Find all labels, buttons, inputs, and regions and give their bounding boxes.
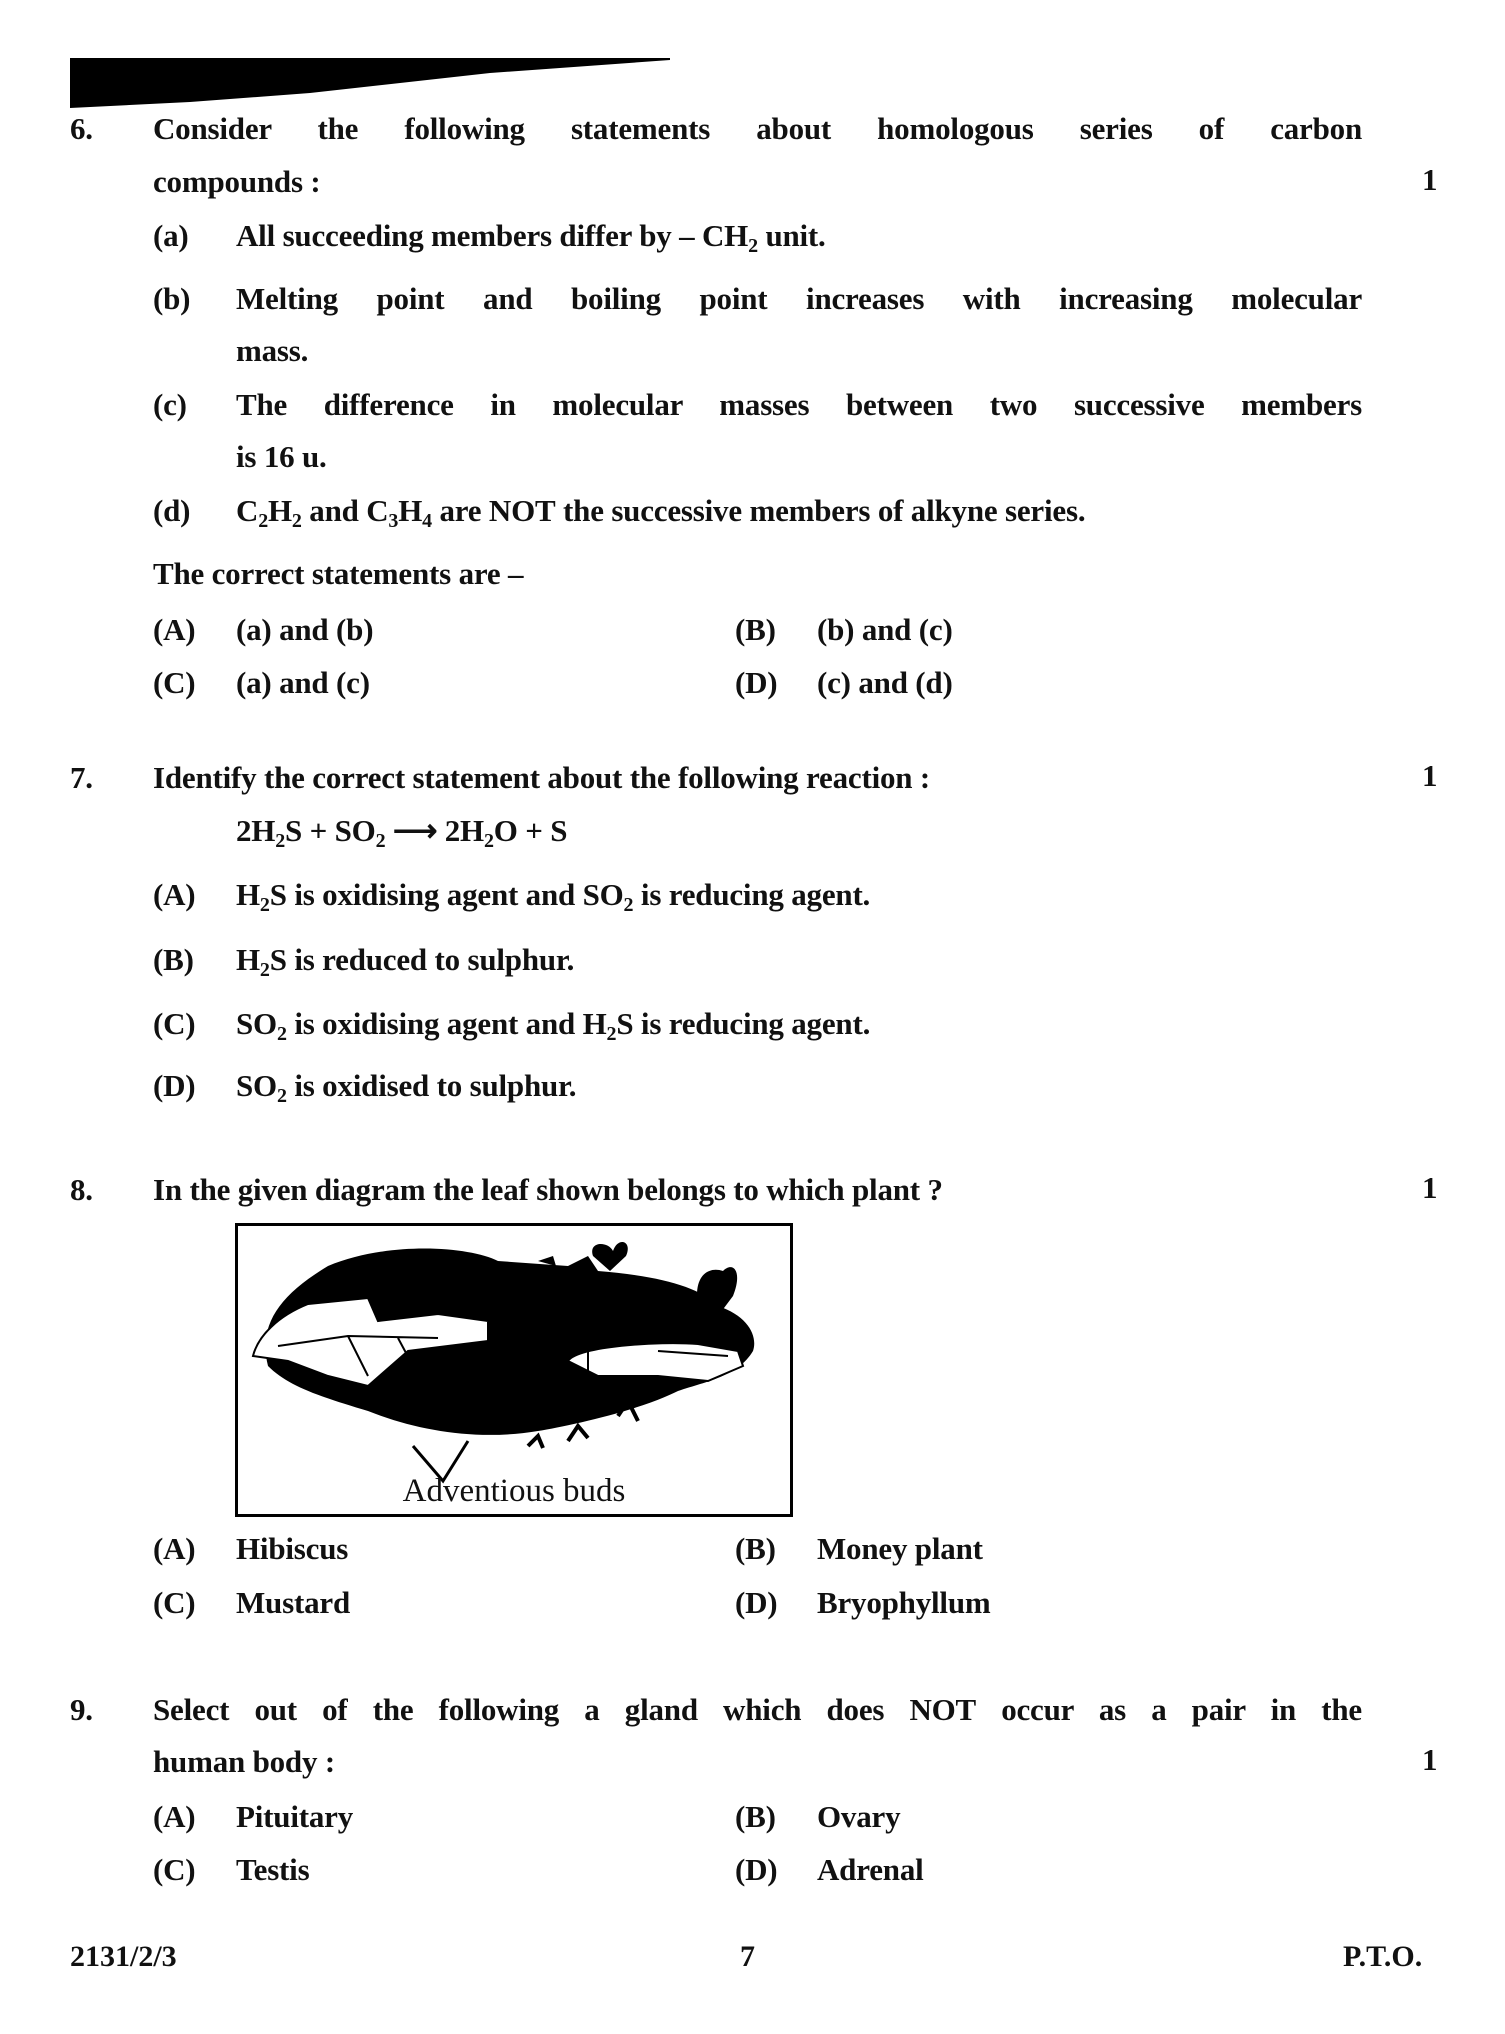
text-run: is oxidised to sulphur. (286, 1068, 577, 1103)
text-run: Pituitary (236, 1799, 354, 1834)
option-label: (C) (153, 1585, 196, 1620)
statement-label: (d) (153, 493, 191, 528)
option-label: (B) (735, 1799, 776, 1834)
text-run: (c) and (d) (817, 665, 953, 700)
option-label: (D) (153, 1068, 196, 1103)
text-run: SO (236, 1006, 277, 1041)
bryophyllum-leaf-icon (238, 1226, 790, 1514)
text-run: and C (301, 493, 389, 528)
subscript: 4 (422, 510, 432, 532)
option-text (236, 940, 574, 980)
question-text (153, 1742, 335, 1782)
text-run: H (236, 877, 260, 912)
subscript: 2 (259, 959, 270, 981)
page-number: 7 (740, 1940, 755, 1973)
option-text (817, 1529, 983, 1569)
question-text (153, 1690, 1362, 1730)
text-run: the successive members of alkyne series. (555, 493, 1086, 528)
question-text (153, 162, 320, 202)
text-run: All succeeding members differ by – CH (236, 218, 749, 253)
option-text (236, 875, 870, 915)
question-text (153, 758, 930, 798)
text-run: The difference in molecular masses between two successive members (236, 387, 1362, 422)
text-run: is oxidising agent and H (286, 1006, 607, 1041)
option-text (817, 663, 953, 703)
option-label: (D) (735, 1585, 778, 1620)
text-run: compounds : (153, 164, 321, 199)
emphasis-text: NOT (909, 1692, 977, 1727)
question-number: 7. (70, 760, 93, 795)
question-text (153, 1170, 943, 1210)
text-run: Adrenal (817, 1852, 924, 1887)
text-run: In the given diagram the leaf shown belongs to which plant ? (153, 1172, 943, 1207)
subscript: 3 (388, 510, 399, 532)
option-text (817, 1797, 900, 1837)
text-run: human body : (153, 1744, 335, 1779)
marks: 1 (1422, 1742, 1438, 1777)
option-label: (B) (735, 612, 776, 647)
statement-text (236, 491, 1085, 531)
question-number: 6. (70, 111, 93, 146)
text-run: are (431, 493, 489, 528)
option-text (236, 1529, 348, 1569)
text-run: SO (236, 1068, 277, 1103)
text-run: S + SO (285, 813, 376, 848)
option-label: (C) (153, 1852, 196, 1887)
statement-text (236, 385, 1362, 425)
text-run: unit. (757, 218, 826, 253)
option-label: (C) (153, 1006, 196, 1041)
emphasis-text: NOT (488, 493, 556, 528)
text-run: mass. (236, 333, 309, 368)
text-run: is reducing agent. (633, 877, 871, 912)
option-label: (C) (153, 665, 196, 700)
text-run: Testis (236, 1852, 310, 1887)
text-run: Ovary (817, 1799, 901, 1834)
text-run: Mustard (236, 1585, 350, 1620)
option-text (236, 1066, 576, 1106)
text-run: is 16 u. (236, 439, 327, 474)
subscript: 2 (375, 830, 386, 852)
figure-caption: Adventious buds (402, 1473, 626, 1509)
subscript: 2 (748, 235, 758, 257)
option-text (817, 1583, 991, 1623)
redaction-bar (70, 58, 670, 108)
marks: 1 (1422, 162, 1438, 197)
leaf-diagram (235, 1223, 793, 1517)
text-run: Select out of the following a gland which does (153, 1692, 910, 1727)
text-run: ⟶ 2H (385, 813, 484, 848)
subscript: 2 (291, 510, 302, 532)
option-label: (A) (153, 877, 196, 912)
subscript: 2 (258, 510, 268, 532)
statement-text (236, 331, 308, 371)
question-number: 9. (70, 1692, 93, 1727)
option-label: (D) (735, 665, 778, 700)
option-text (236, 663, 370, 703)
text-run: 2H (236, 813, 276, 848)
text-run: O + S (493, 813, 568, 848)
option-label: (D) (735, 1852, 778, 1887)
option-text (817, 610, 953, 650)
subscript: 2 (275, 830, 286, 852)
statement-text (236, 216, 826, 256)
option-label: (A) (153, 1799, 196, 1834)
subscript: 2 (606, 1023, 617, 1045)
text-run: (a) and (c) (236, 665, 370, 700)
option-text (236, 610, 373, 650)
text-run: Hibiscus (236, 1531, 349, 1566)
text-run: Consider the following statements about homologous series of carbon (153, 111, 1362, 146)
subscript: 2 (276, 1023, 287, 1045)
text-run: H (268, 493, 292, 528)
text-run: S is reducing agent. (616, 1006, 871, 1041)
text-run: S is reduced to sulphur. (269, 942, 575, 977)
option-text (236, 1850, 309, 1890)
option-text (817, 1850, 924, 1890)
subscript: 2 (276, 1085, 287, 1107)
statement-label: (a) (153, 218, 189, 253)
option-text (236, 1797, 353, 1837)
text-run: Bryophyllum (817, 1585, 991, 1620)
text-run: S is oxidising agent and SO (269, 877, 624, 912)
text-run: occur as a pair in the (976, 1692, 1362, 1727)
statement-text (236, 437, 327, 477)
option-label: (A) (153, 1531, 196, 1566)
question-text (153, 109, 1362, 149)
text-run: Melting point and boiling point increases with increasing molecular (236, 281, 1362, 316)
option-label: (A) (153, 612, 196, 647)
subscript: 2 (623, 894, 634, 916)
text-run: (a) and (b) (236, 612, 374, 647)
text-run: (b) and (c) (817, 612, 953, 647)
question-prompt: The correct statements are – (153, 556, 524, 591)
statement-label: (c) (153, 387, 187, 422)
option-label: (B) (735, 1531, 776, 1566)
text-run: C (236, 493, 259, 528)
text-run: H (398, 493, 423, 528)
chemical-equation (236, 811, 567, 851)
option-text (236, 1583, 350, 1623)
subscript: 2 (483, 830, 494, 852)
marks: 1 (1422, 758, 1438, 793)
statement-text (236, 279, 1362, 319)
paper-code: 2131/2/3 (70, 1940, 177, 1973)
text-run: H (236, 942, 260, 977)
option-text (236, 1004, 870, 1044)
please-turn-over: P.T.O. (1343, 1940, 1423, 1973)
text-run: Money plant (817, 1531, 983, 1566)
marks: 1 (1422, 1170, 1438, 1205)
text-run: Identify the correct statement about the following reaction : (153, 760, 930, 795)
question-number: 8. (70, 1172, 93, 1207)
statement-label: (b) (153, 281, 191, 316)
option-label: (B) (153, 942, 194, 977)
subscript: 2 (259, 894, 270, 916)
